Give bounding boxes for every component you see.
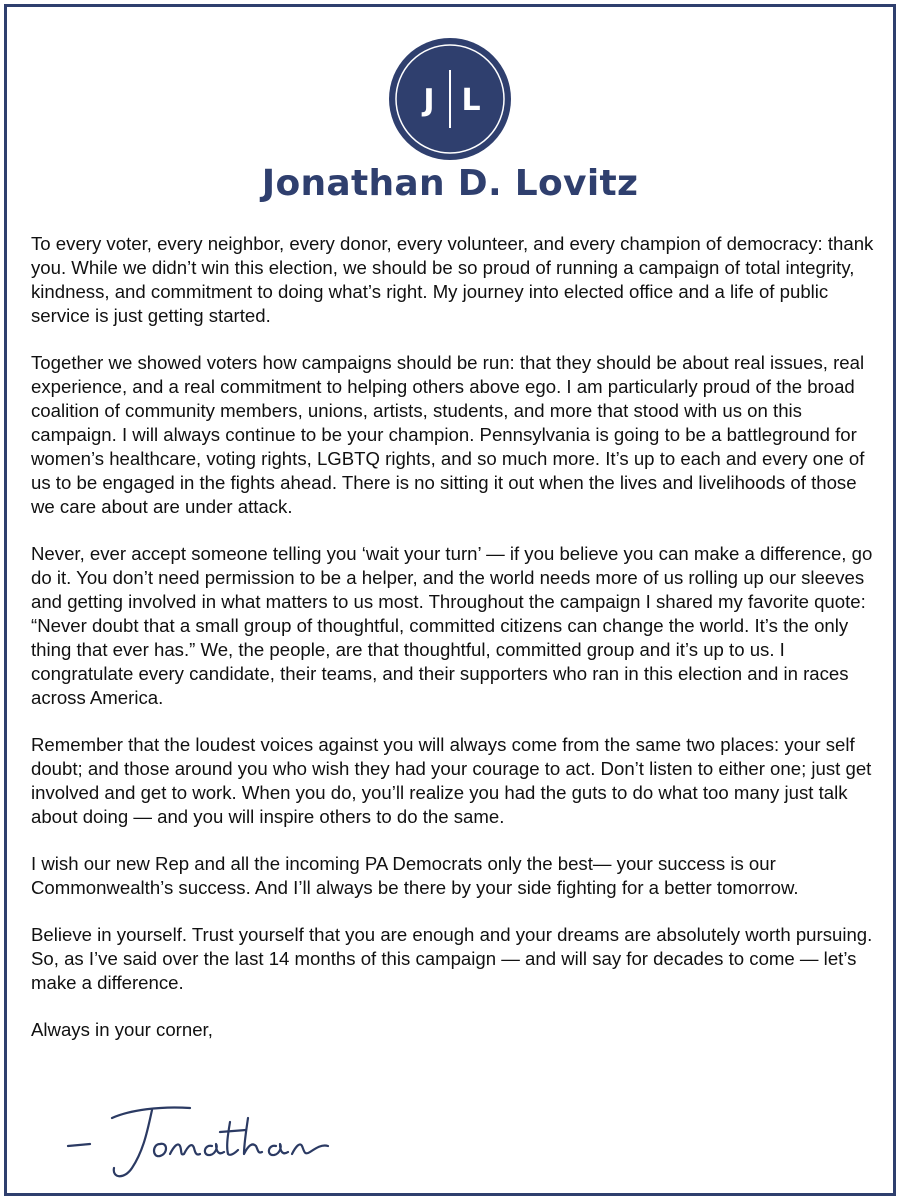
letter-closing: Always in your corner,: [31, 1019, 213, 1040]
logo-initial-right: L: [461, 83, 481, 118]
paragraph-new-rep: I wish our new Rep and all the incoming PA Democrats only the best— your success is our Commonwealth’s success. And I’ll always be there by your side fighting for a better tomorrow.: [31, 853, 799, 898]
paragraph-believe: Believe in yourself. Trust yourself that you are enough and your dreams are absolutely worth pursuing. So, as I’ve said over the last 14 months of this campaign — and will say for decades to come — let’s make a difference.: [31, 924, 873, 993]
paragraph-never-wait: Never, ever accept someone telling you ‘wait your turn’ — if you believe you can make a difference, go do it. You don’t need permission to be a helper, and the world needs more of us rolling up our sleeves and getting involved in what matters to us most. Throughout the campaign I shared my favorite quote: “Never doubt that a small group of thoughtful, committed citizens can change the world. It’s the only thing that ever has.” We, the people, are that thoughtful, committed group and it’s up to us. I congratulate every candidate, their teams, and their supporters who ran in this election and in races across America.: [31, 543, 873, 708]
handwritten-signature: [60, 1088, 360, 1188]
jl-monogram-logo: [389, 38, 511, 160]
letterhead-name: Jonathan D. Lovitz: [261, 163, 639, 204]
paragraph-campaign: Together we showed voters how campaigns should be run: that they should be about real issues, real experience, and a real commitment to helping others above ego. I am particularly proud of the broad coalition of community members, unions, artists, students, and more that stood with us on this campaign. I will always continue to be your champion. Pennsylvania is going to be a battleground for women’s healthcare, voting rights, LGBTQ rights, and so much more. It’s up to each and every one of us to be engaged in the fights ahead. There is no sitting it out when the lives and livelihoods of those we care about are under attack.: [31, 352, 865, 517]
letter-body: [31, 232, 881, 1042]
paragraph-thank-you: To every voter, every neighbor, every donor, every volunteer, and every champion of democracy: thank you. While we didn’t win this election, we should be so proud of running a campaign of total integrity, kindness, and commitment to doing what’s right. My journey into elected office and a life of public service is just getting started.: [31, 233, 874, 326]
paragraph-loudest-voices: Remember that the loudest voices against you will always come from the same two places: your self doubt; and those around you who wish they had your courage to act. Don’t listen to either one; just get involved and get to work. When you do, you’ll realize you had the guts to do what too many just talk about doing — and you will inspire others to do the same.: [31, 734, 872, 827]
logo-initial-left: J: [423, 83, 435, 118]
